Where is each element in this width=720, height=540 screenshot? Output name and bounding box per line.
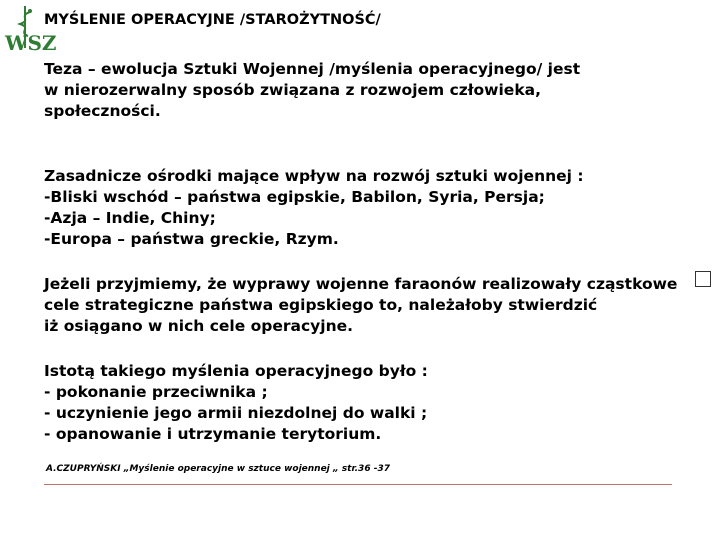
text-line: Jeżeli przyjmiemy, że wyprawy wojenne faraonów realizowały cząstkowe <box>44 275 678 293</box>
text-line: w nierozerwalny sposób związana z rozwojem człowieka, <box>44 81 541 99</box>
page-title: MYŚLENIE OPERACYJNE /STAROŻYTNOŚĆ/ <box>44 12 381 28</box>
pharaoh-paragraph <box>44 274 677 337</box>
text-line: Istotą takiego myślenia operacyjnego było : <box>44 362 428 380</box>
slide-checkbox[interactable] <box>695 271 711 287</box>
text-line: społeczności. <box>44 102 161 120</box>
citation: A.CZUPRYŃSKI „Myślenie operacyjne w sztuce wojennej „ str.36 -37 <box>46 464 390 474</box>
text-line: -Europa – państwa greckie, Rzym. <box>44 230 339 248</box>
text-line: Teza – ewolucja Sztuki Wojennej /myślenia operacyjnego/ jest <box>44 60 581 78</box>
text-line: - opanowanie i utrzymanie terytorium. <box>44 425 382 443</box>
logo-text: WSZ <box>5 31 57 55</box>
text-line: cele strategiczne państwa egipskiego to, należałoby stwierdzić <box>44 296 598 314</box>
text-line: -Azja – Indie, Chiny; <box>44 209 216 227</box>
wsz-logo <box>4 4 57 55</box>
centers-paragraph <box>44 166 584 250</box>
thesis-paragraph <box>44 59 580 122</box>
text-line: Zasadnicze ośrodki mające wpływ na rozwój sztuki wojennej : <box>44 167 584 185</box>
essence-paragraph <box>44 361 428 445</box>
text-line: -Bliski wschód – państwa egipskie, Babilon, Syria, Persja; <box>44 188 545 206</box>
text-line: - pokonanie przeciwnika ; <box>44 383 268 401</box>
text-line: iż osiągano w nich cele operacyjne. <box>44 317 354 335</box>
footer-divider <box>44 484 672 485</box>
text-line: - uczynienie jego armii niezdolnej do walki ; <box>44 404 428 422</box>
